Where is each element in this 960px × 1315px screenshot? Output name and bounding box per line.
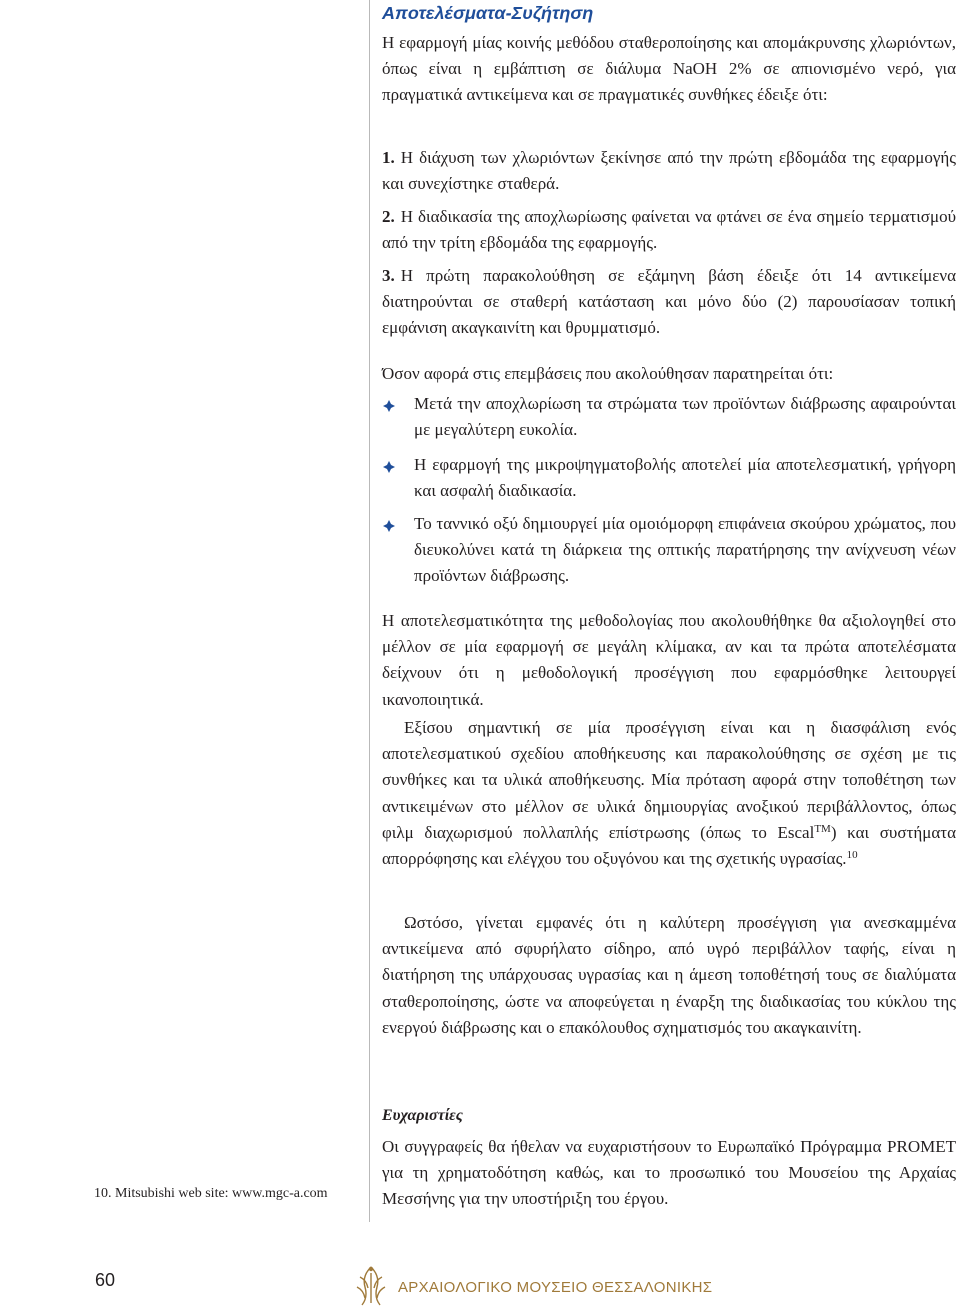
column-divider [369, 0, 370, 1222]
conclusion-paragraph: Ωστόσο, γίνεται εμφανές ότι η καλύτερη προσέγγιση για ανεσκαμμένα αντικείμενα από σφυρήλατο σίδηρο, από υγρό περιβάλλον ταφής, είναι η διατήρηση της υπάρχουσας υγρασίας και η άμεση τοποθέτησή τους σε διαλύματα σταθεροποίησης, ώστε να αποφεύγεται η έναρξη της διαδικασίας του κύκλου της ενεργού διάβρωσης και ο επακόλουθος σχηματισμός του ακαγκαινίτη. [382, 913, 956, 1037]
section-title: Αποτελέσματα-Συζήτηση [382, 3, 594, 23]
bullet-text: Το ταννικό οξύ δημιουργεί μία ομοιόμορφη επιφάνεια σκούρου χρώματος, που διευκολύνει κατά τη διάρκεια της οπτικής παρατήρησης την ανίχνευση νέων προϊόντων διάβρωσης. [414, 514, 956, 586]
diamond-bullet-icon [382, 460, 396, 474]
bullet-text: Μετά την αποχλωρίωση τα στρώματα των προϊόντων διάβρωσης αφαιρούνται με μεγαλύτερη ευκολία. [414, 394, 956, 440]
page-number: 60 [95, 1270, 116, 1290]
numbered-item [382, 263, 956, 342]
bullet-item [382, 391, 956, 443]
item-number: 2. [382, 207, 395, 226]
diamond-bullet-icon [382, 519, 396, 533]
diamond-bullet-icon [382, 399, 396, 413]
bullet-item [382, 511, 956, 590]
acknowledgements-text: Οι συγγραφείς θα ήθελαν να ευχαριστήσουν το Ευρωπαϊκό Πρόγραμμα PROMET για τη χρηματοδότηση καθώς, και το προσωπικό του Μουσείου της Αρχαίας Μεσσήνης για την υποστήριξη του έργου. [382, 1137, 956, 1209]
footnote: 10. Mitsubishi web site: www.mgc-a.com [94, 1186, 328, 1201]
museum-logo-icon [352, 1263, 390, 1309]
item-number: 3. [382, 266, 395, 285]
museum-name: ΑΡΧΑΙΟΛΟΓΙΚΟ ΜΟΥΣΕΙΟ ΘΕΣΣΑΛΟΝΙΚΗΣ [398, 1279, 713, 1296]
intro-paragraph: Η εφαρμογή μίας κοινής μεθόδου σταθεροποίησης και απομάκρυνσης χλωριόντων, όπως είναι η εμβάπτιση σε διάλυμα NaOH 2% σε απιονισμένο νερό, για πραγματικά αντικείμενα και σε πραγματικές συνθήκες έδειξε ότι: [382, 33, 956, 105]
bullet-item [382, 452, 956, 504]
observations-intro: Όσον αφορά στις επεμβάσεις που ακολούθησαν παρατηρείται ότι: [382, 364, 834, 383]
trademark-mark: TM [814, 822, 831, 835]
numbered-item [382, 145, 956, 197]
item-text: Η πρώτη παρακολούθηση σε εξάμηνη βάση έδειξε ότι 14 αντικείμενα διατηρούνται σε σταθερή κατάσταση και μόνο δύο (2) παρουσίασαν τοπική εμφάνιση ακαγκαινίτη και θρυμματισμό. [382, 266, 956, 338]
item-number: 1. [382, 148, 395, 167]
conclusion-text: Εξίσου σημαντική σε μία προσέγγιση είναι και η διασφάλιση ενός αποτελεσματικού σχεδίου αποθήκευσης και παρακολούθησης σε σχέση με τις συνθήκες και τα υλικά αποθήκευσης. Μία πρόταση αφορά στην τοποθέτηση των αντικειμένων στο μέλλον σε υλικά δημιουργίας ανοξικού περιβάλλοντος, όπως φιλμ διαχωρισμού πολλαπλής επίστρωσης (όπως το Escal [382, 718, 956, 842]
conclusion-paragraph [382, 715, 956, 872]
footnote-ref: 10 [846, 849, 858, 862]
conclusion-paragraph: Η αποτελεσματικότητα της μεθοδολογίας που ακολουθήθηκε θα αξιολογηθεί στο μέλλον σε μία εφαρμογή σε μεγάλη κλίμακα, αν και τα πρώτα αποτελέσματα δείχνουν ότι η μεθοδολογική προσέγγιση που εφαρμόσθηκε λειτουργεί ικανοποιητικά. [382, 611, 956, 709]
item-text: Η διάχυση των χλωριόντων ξεκίνησε από την πρώτη εβδομάδα της εφαρμογής και συνεχίστηκε σταθερά. [382, 148, 956, 194]
numbered-item [382, 204, 956, 256]
acknowledgements-title: Ευχαριστίες [382, 1107, 463, 1124]
bullet-text: Η εφαρμογή της μικροψηγματοβολής αποτελεί μία αποτελεσματική, γρήγορη και ασφαλή διαδικασία. [414, 455, 956, 501]
conclusion-text: ) και συστήματα απορρόφησης και ελέγχου του οξυγόνου και της σχετικής υγρασίας. [382, 822, 956, 869]
item-text: Η διαδικασία της αποχλωρίωσης φαίνεται να φτάνει σε ένα σημείο τερματισμού από την τρίτη εβδομάδα της εφαρμογής. [382, 207, 956, 253]
